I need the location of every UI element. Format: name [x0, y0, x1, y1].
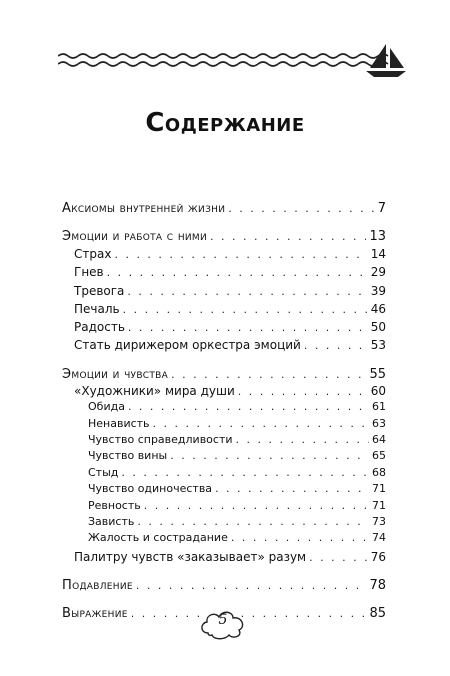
toc-entry-label: Гнев [74, 265, 104, 279]
toc-entry[interactable] [62, 578, 386, 593]
dot-leader [137, 515, 369, 528]
toc-entry-page: 39 [370, 284, 386, 298]
toc-entry[interactable] [74, 302, 386, 316]
toc-entry-page: 76 [370, 550, 386, 564]
toc-entry-label: Зависть [88, 515, 135, 528]
toc-entry-page: 78 [369, 578, 386, 593]
dot-leader [309, 551, 368, 564]
toc-entry-label: Ненависть [88, 417, 150, 430]
toc-entry-label: Страх [74, 247, 112, 261]
toc-entry-label: Подавление [62, 578, 133, 593]
toc-entry[interactable] [88, 417, 386, 430]
dot-leader [238, 385, 368, 398]
toc-entry[interactable] [88, 449, 386, 462]
dot-leader [128, 400, 369, 413]
toc-entry-page: 63 [372, 417, 386, 430]
toc-entry[interactable] [88, 433, 386, 446]
toc-entry-page: 71 [372, 482, 386, 495]
dot-leader [170, 449, 369, 462]
dot-leader [114, 248, 367, 261]
dot-leader [136, 579, 367, 592]
dot-leader [131, 607, 367, 620]
toc-entry[interactable] [74, 265, 386, 279]
toc-entry[interactable] [74, 384, 386, 398]
toc-entry-label: Эмоции и работа с ними [62, 229, 208, 244]
wave-ornament-icon [58, 42, 408, 82]
toc-entry-page: 65 [372, 449, 386, 462]
toc-entry-page: 71 [372, 499, 386, 512]
toc-entry-label: Эмоции и чувства [62, 367, 169, 382]
toc-entry-page: 61 [372, 400, 386, 413]
toc-entry[interactable] [88, 499, 386, 512]
toc-entry-label: Тревога [74, 284, 125, 298]
toc-entry-label: Чувство одиночества [88, 482, 213, 495]
toc-entry[interactable] [88, 466, 386, 479]
sailboat-icon [366, 44, 406, 77]
toc-entry-page: 74 [372, 531, 386, 544]
toc-entry[interactable] [62, 367, 386, 382]
toc-entry-label: Печаль [74, 302, 120, 316]
toc-entry[interactable] [88, 482, 386, 495]
toc-entry-page: 29 [370, 265, 386, 279]
toc-entry-page: 13 [369, 229, 386, 244]
toc-entry-label: Выражение [62, 606, 128, 621]
toc-entry-label: Палитру чувств «заказывает» разум [74, 550, 307, 564]
dot-leader [121, 466, 369, 479]
page-number: 5 [218, 612, 228, 628]
toc-entry[interactable] [74, 320, 386, 334]
toc-entry-label: «Художники» мира души [74, 384, 235, 398]
toc-entry-page: 68 [372, 466, 386, 479]
dot-leader [236, 433, 369, 446]
dot-leader [144, 499, 369, 512]
toc-entry[interactable] [74, 284, 386, 298]
toc-entry-page: 7 [377, 201, 386, 216]
dot-leader [304, 339, 368, 352]
toc-entry[interactable] [74, 247, 386, 261]
toc-entry-label: Стыд [88, 466, 119, 479]
toc-entry-page: 14 [370, 247, 386, 261]
toc-entry-page: 60 [370, 384, 386, 398]
dot-leader [210, 230, 366, 243]
toc-entry[interactable] [88, 515, 386, 528]
toc-entry[interactable] [62, 201, 386, 216]
toc-entry-label: Жалость и сострадание [88, 531, 228, 544]
dot-leader [153, 417, 369, 430]
toc-entry-label: Обида [88, 400, 125, 413]
toc-entry-label: Ревность [88, 499, 141, 512]
dot-leader [127, 285, 367, 298]
dot-leader [231, 531, 369, 544]
toc-entry-page: 55 [369, 367, 386, 382]
dot-leader [128, 321, 368, 334]
dot-leader [228, 202, 374, 215]
toc-entry-label: Радость [74, 320, 125, 334]
toc-entry-label: Чувство справедливости [88, 433, 233, 446]
dot-leader [215, 482, 369, 495]
toc-entry-page: 50 [370, 320, 386, 334]
toc-entry-page: 64 [372, 433, 386, 446]
toc-entry-page: 53 [370, 338, 386, 352]
toc-entry[interactable] [88, 400, 386, 413]
dot-leader [123, 303, 368, 316]
toc-entry-page: 73 [372, 515, 386, 528]
toc-entry-page: 46 [370, 302, 386, 316]
toc-entry[interactable] [88, 531, 386, 544]
toc-entry[interactable] [74, 550, 386, 564]
toc-entry-page: 85 [369, 606, 386, 621]
page-title: Содержание [145, 108, 305, 138]
dot-leader [107, 266, 368, 279]
toc-entry-label: Стать дирижером оркестра эмоций [74, 338, 301, 352]
toc-entry-label: Чувство вины [88, 449, 168, 462]
toc-entry-label: Аксиомы внутренней жизни [62, 201, 226, 216]
dot-leader [171, 368, 366, 381]
toc-entry[interactable] [74, 338, 386, 352]
toc-entry[interactable] [62, 229, 386, 244]
